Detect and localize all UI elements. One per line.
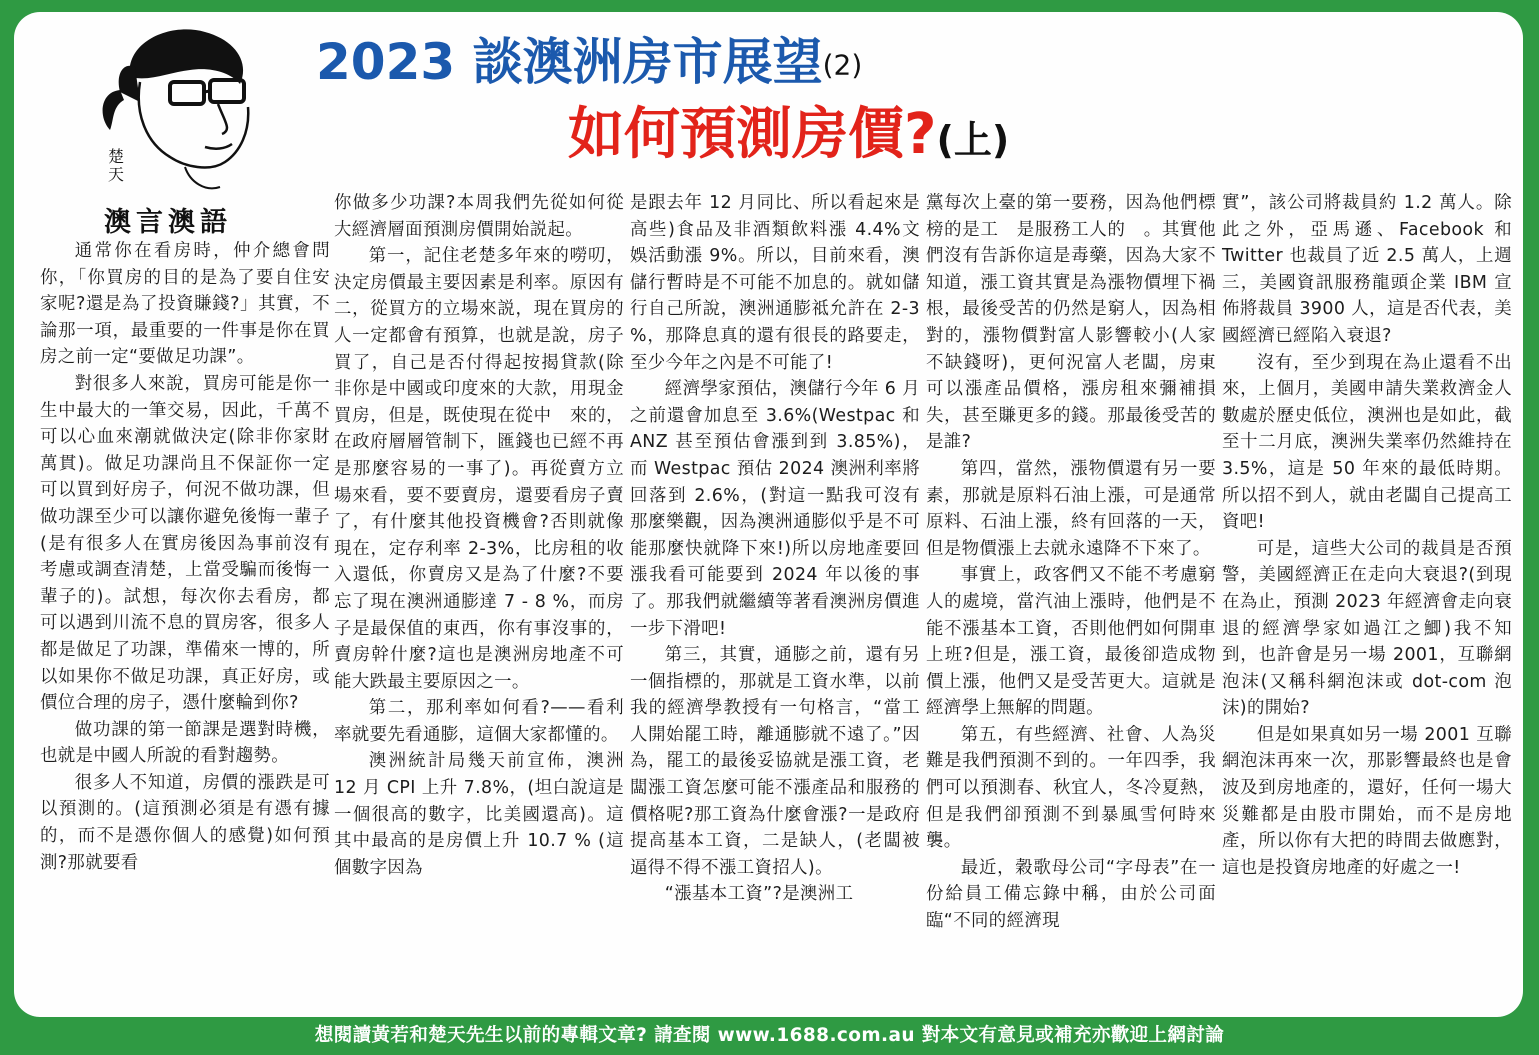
paragraph: 通常你在看房時，仲介總會問你，「你買房的目的是為了要自住安家呢?還是為了投資賺錢?」其實，不論那一項，最重要的一件事是你在買房之前一定“要做足功課”。	[40, 241, 330, 368]
article-column-4	[926, 190, 1216, 935]
paragraph: 事實上，政客們又不能不考慮窮人的處境，當汽油上漲時，他們是不能不漲基本工資，否則他們如何開車上班?但是，漲工資，最後卻造成物價上漲，他們又是受苦更大。這就是經濟學上無解的問題。	[926, 565, 1216, 719]
paragraph: 很多人不知道，房價的漲跌是可以預測的。(這預測必須是有憑有據的，而不是憑你個人的感覺)如何預測?那就要看	[40, 772, 330, 873]
headline-line-2	[568, 98, 1168, 177]
column-name: 澳言澳語	[104, 207, 232, 238]
paragraph: “漲基本工資”?是澳洲工	[664, 884, 854, 905]
paragraph: 是跟去年 12 月同比、所以看起來是高些)食品及非酒類飲料漲 4.4%文娛活動漲 9%。所以，目前來看，澳儲行暫時是不可能不加息的。就如儲行自己所說，澳洲通膨祗允許在 2-3 %，那降息真的還有很長的路要走，至少今年之內是不可能了!	[630, 193, 920, 373]
paragraph: 第一，記住老楚多年來的嘮叨，決定房價最主要因素是利率。原因有二，從買方的立場來説，現在買房的人一定都會有預算，也就是說，房子買了，自己是否付得起按揭貸款(除非你是中國或印度來的大款，用現金買房，但是，既使現在從中 來的，在政府層層管制下，匯錢也已經不再是那麼容易的一事了)。再從賣方立場來看，要不要賣房，還要看房子賣了，有什麼其他投資機會?否則就像現在，定存利率 2-3%，比房租的收入還低，你賣房又是為了什麼?不要忘了現在澳洲通膨達 7 - 8 %，而房子是最保值的東西，你有事沒事的，賣房幹什麼?這也是澳洲房地產不可能大跌最主要原因之一。	[334, 246, 624, 692]
article-column-2	[334, 190, 624, 881]
paragraph: 做功課的第一節課是選對時機，也就是中國人所說的看對趨勢。	[40, 719, 330, 767]
article-column-5	[1222, 190, 1512, 881]
paragraph: 經濟學家預估，澳儲行今年 6 月之前還會加息至 3.6%(Westpac 和 ANZ 甚至預估會漲到到 3.85%)，而 Westpac 預估 2024 澳洲利率將回落到 2.6%，(對這一點我可沒有那麼樂觀，因為澳洲通膨似乎是不可能那麼快就降下來!)所以房地產要回漲我看可能要到 2024 年以後的事了。那我們就繼續等著看澳洲房價進一步下滑吧!	[630, 379, 920, 639]
footer-banner: 想閱讀黃若和楚天先生以前的專輯文章? 請查閱 www.1688.com.au 對本文有意見或補充亦歡迎上網討論	[314, 1025, 1225, 1046]
article-column-1	[40, 238, 330, 1018]
paragraph: 黨每次上臺的第一要務，因為他們標榜的是工 是服務工人的 。其實他們沒有告訴你這是毒藥，因為大家不知道，漲工資其實是為漲物價埋下禍根，最後受苦的仍然是窮人，因為相對的，漲物價對富人影響較小(人家不缺錢呀)，更何況富人老闆，房東可以漲產品價格，漲房租來彌補損失，甚至賺更多的錢。那最後受苦的是誰?	[926, 193, 1216, 453]
headline-subtitle-part: (上)	[936, 118, 1010, 162]
paragraph: 對很多人來說，買房可能是你一生中最大的一筆交易，因此，千萬不可以心血來潮就做決定(除非你家財萬貫)。做足功課尚且不保証你一定可以買到好房子，何況不做功課，但做功課至少可以讓你避免後悔一輩子(是有很多人在實房後因為事前沒有考慮或調查清楚，上當受騙而後悔一輩子的)。試想，每次你去看房，都可以遇到川流不息的買房客，很多人都是做足了功課，準備來一博的，所以如果你不做足功課，真正好房，或價位合理的房子，憑什麼輪到你?	[40, 373, 330, 714]
paragraph: 澳洲統計局幾天前宣佈，澳洲 12 月 CPI 上升 7.8%，(坦白說這是一個很高的數字，比美國還高)。這其中最高的是房價上升 10.7 % (這個數字因為	[334, 751, 624, 878]
author-signature: 楚天	[107, 147, 124, 184]
paragraph: 實”，該公司將裁員約 1.2 萬人。除此之外，亞馬遜、Facebook 和 Twitter 也裁員了近 2.5 萬人，上週三，美國資訊服務龍頭企業 IBM 宣佈將裁員 3900 人，這是否代表，美國經濟已經陷入衰退?	[1222, 193, 1512, 346]
paragraph: 第五，有些經濟、社會、人為災難是我們預測不到的。一年四季，我們可以預測春、秋宜人，冬冷夏熱，但是我們卻預測不到暴風雪何時來襲。	[926, 724, 1216, 852]
paragraph: 你做多少功課?本周我們先從如何從大經濟層面預測房價開始説起。	[334, 193, 624, 240]
paragraph: 第二，那利率如何看?——看利率就要先看通膨，這個大家都懂的。	[334, 698, 624, 745]
headline-line-1	[316, 30, 1016, 98]
paragraph: 但是如果真如另一場 2001 互聯網泡沫再來一次，那影響最終也是會波及到房地產的，還好，任何一場大災難都是由股市開始，而不是房地產，所以你有大把的時間去做應對，這也是投資房地產的好處之一!	[1222, 724, 1512, 878]
paragraph: 沒有，至少到現在為止還看不出來，上個月，美國申請失業救濟金人數處於歷史低位，澳洲也是如此，截至十二月底，澳洲失業率仍然維持在 3.5%，這是 50 年來的最低時期。所以招不到人，就由老闆自己提高工資吧!	[1222, 352, 1512, 533]
headline-main: 2023 談澳洲房市展望	[316, 33, 823, 91]
paragraph: 可是，這些大公司的裁員是否預警，美國經濟正在走向大衰退?(到現在為止，預測 2023 年經濟會走向衰退的經濟學家如過江之鯽)我不知到，也許會是另一場 2001，互聯網泡沫(又稱科網泡沫或 dot-com 泡沫)的開始?	[1222, 538, 1512, 719]
headline-subtitle: 如何預測房價?	[568, 102, 937, 167]
paragraph: 第三，其實，通膨之前，還有另一個指標的，那就是工資水準，以前我的經濟學教授有一句格言，“當工人開始罷工時，離通膨就不遠了。”因為，罷工的最後妥協就是漲工資，老闆漲工資怎麼可能不漲產品和服務的價格呢?那工資為什麼會漲?一是政府提高基本工資，二是缺人，(老闆被逼得不得不漲工資招人)。	[630, 645, 920, 878]
paragraph: 第四，當然，漲物價還有另一要素，那就是原料石油上漲，可是通常原料、石油上漲，終有回落的一天，但是物價漲上去就永遠降不下來了。	[926, 458, 1216, 559]
article-column-3	[630, 190, 920, 908]
headline-part-number: (2)	[822, 48, 863, 82]
paragraph: 最近，穀歌母公司“字母表”在一份給員工備忘錄中稱，由於公司面臨“不同的經濟現	[926, 857, 1216, 932]
